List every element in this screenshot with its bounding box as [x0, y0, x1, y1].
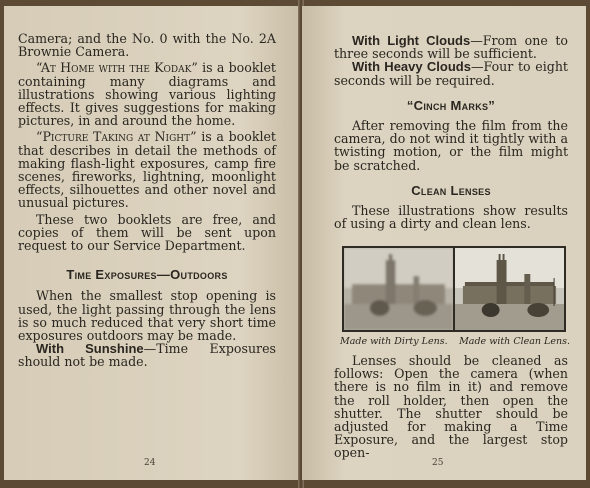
left-paragraph-1: Camera; and the No. 0 with the No. 2A Brownie Camera. [18, 31, 276, 60]
caption-dirty-lens: Made with Dirty Lens. [340, 336, 448, 347]
photo-captions [340, 336, 570, 347]
right-paragraph-4: These illustrations show results of using a dirty and clean lens. [334, 203, 568, 232]
clean-lens-photo [455, 248, 564, 330]
right-page [302, 6, 586, 480]
left-paragraph-3: “Picture Taking at Night” is a booklet that describes in detail the methods of making flash-light exposures, camp fire scenes, fireworks, lightning, moonlight effects, silhouettes and other novel and unusual pictures. [18, 129, 276, 211]
lens-comparison-photos [342, 246, 566, 332]
left-paragraph-2: “At Home with the Kodak” is a booklet containing many diagrams and illustrations showing various lighting effects. It gives suggestions for making pictures, in and around the home. [18, 60, 276, 129]
left-paragraph-5: When the smallest stop opening is used, the light passing through the lens is so much reduced that very short time exposures outdoors may be made. [18, 288, 276, 344]
section-heading-clean-lenses: Clean Lenses [411, 182, 491, 198]
page-number-right: 25 [432, 458, 444, 468]
left-paragraph-6: With Sunshine—Time Exposures should not be made. [18, 341, 276, 370]
right-paragraph-1: With Light Clouds—From one to three seconds will be sufficient. [334, 33, 568, 62]
left-paragraph-4: These two booklets are free, and copies of them will be sent upon request to our Service Department. [18, 211, 276, 254]
right-paragraph-2: With Heavy Clouds—Four to eight seconds will be required. [334, 59, 568, 88]
right-paragraph-5: Lenses should be cleaned as follows: Open the camera (when there is no film in it) and remove the roll holder, then open the shutter. The shutter should be adjusted for making a Time Exposure, and the largest stop open- [334, 353, 568, 461]
right-page-text-bottom [334, 354, 568, 460]
caption-clean-lens: Made with Clean Lens. [459, 336, 570, 347]
right-paragraph-3: After removing the film from the camera, do not wind it tightly with a twisting motion, or the film might be scratched. [334, 118, 568, 173]
section-heading-cinch-marks: “Cinch Marks” [406, 97, 496, 113]
left-page-text [18, 32, 276, 369]
left-page [4, 6, 300, 480]
dirty-lens-photo [344, 248, 453, 330]
section-heading-time-exposures: Time Exposures—Outdoors [66, 267, 228, 283]
right-page-text-top [334, 34, 568, 230]
page-number-left: 24 [144, 458, 156, 468]
